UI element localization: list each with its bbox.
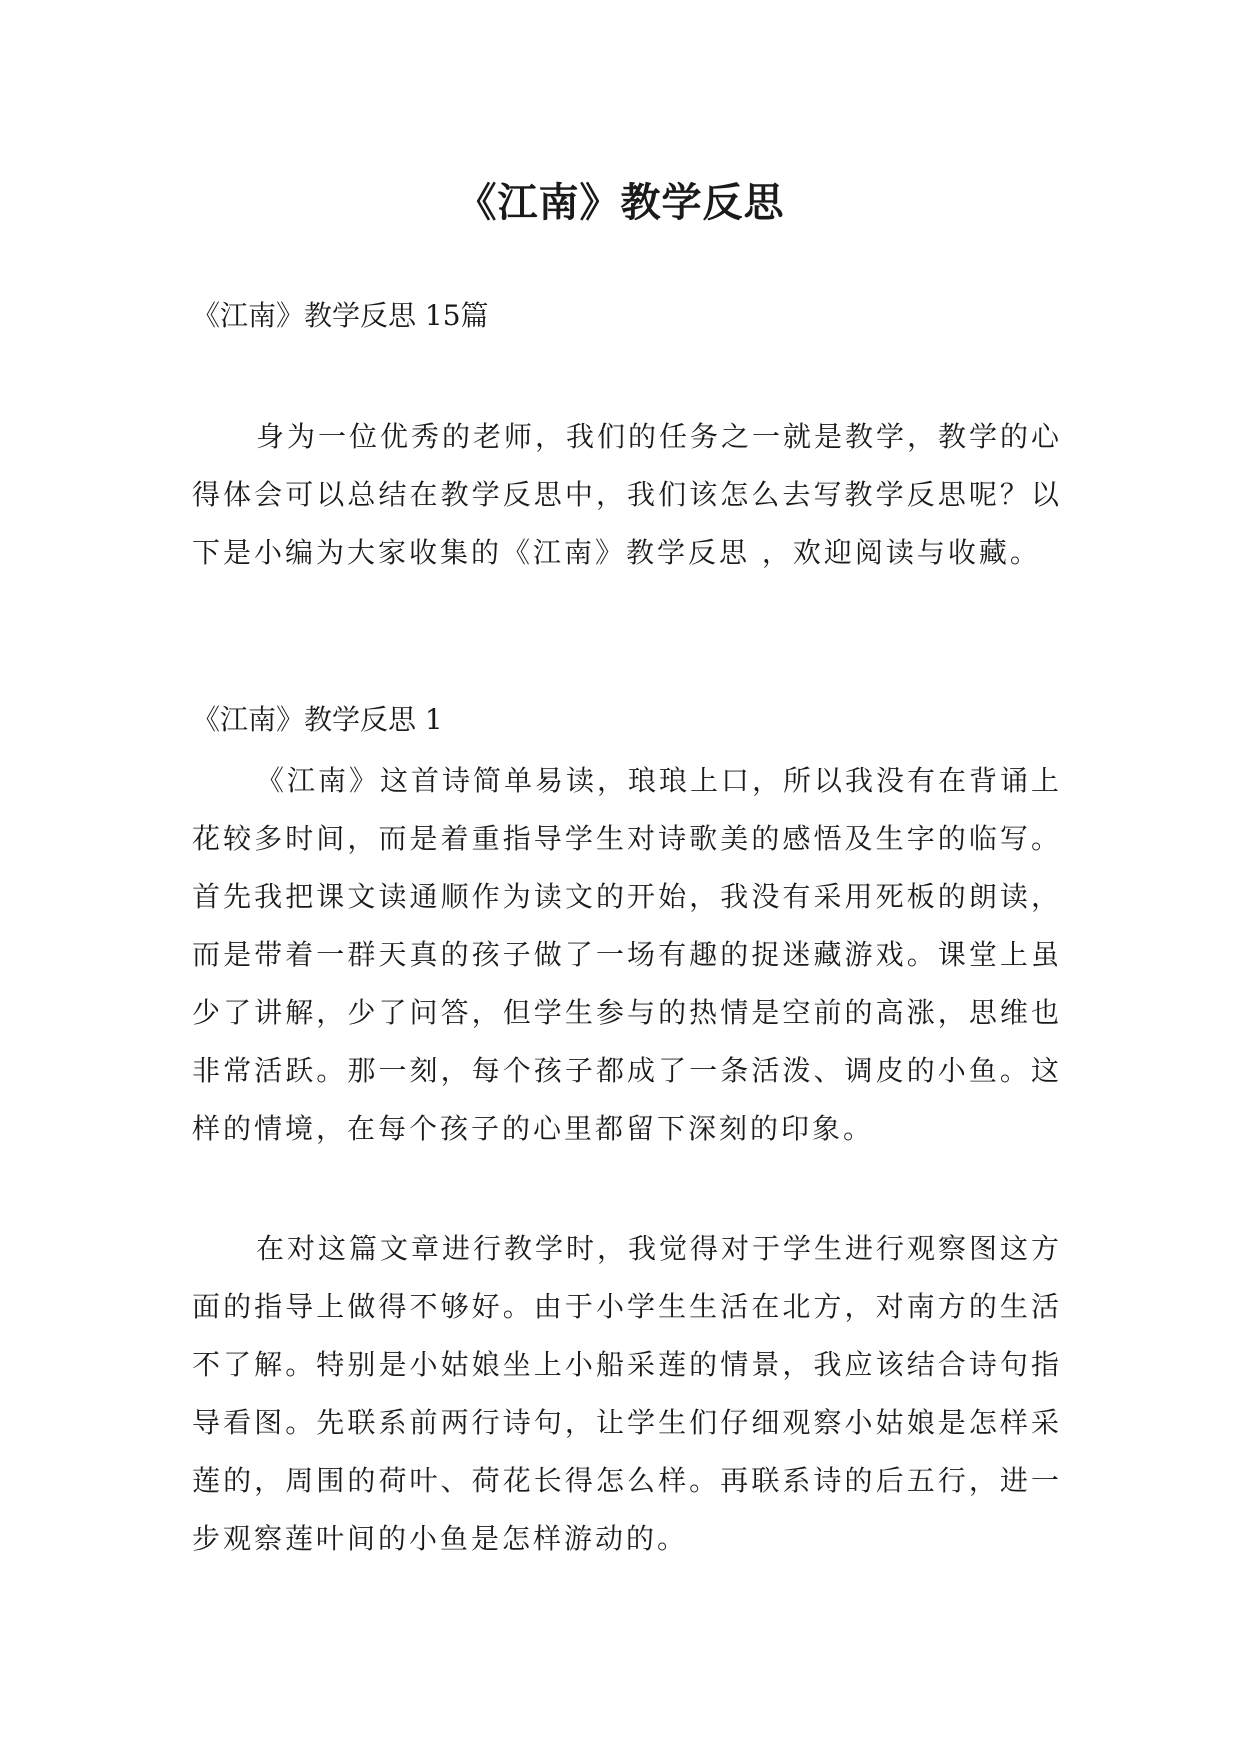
body-paragraph: 《江南》这首诗简单易读，琅琅上口，所以我没有在背诵上花较多时间，而是着重指导学生对诗歌美的感悟及生字的临写。首先我把课文读通顺作为读文的开始，我没有采用死板的朗读，而是带着一群天真的孩子做了一场有趣的捉迷藏游戏。课堂上虽少了讲解，少了问答，但学生参与的热情是空前的高涨，思维也非常活跃。那一刻，每个孩子都成了一条活泼、调皮的小鱼。这样的情境，在每个孩子的心里都留下深刻的印象。	[192, 764, 1063, 1145]
intro-paragraph: 身为一位优秀的老师，我们的任务之一就是教学，教学的心得体会可以总结在教学反思中，我们该怎么去写教学反思呢？以下是小编为大家收集的《江南》教学反思 ，欢迎阅读与收藏。	[192, 420, 1063, 569]
document-subtitle: 《江南》教学反思 15篇	[192, 299, 489, 332]
section-heading: 《江南》教学反思 1	[192, 703, 443, 736]
document-title: 《江南》教学反思	[456, 178, 785, 226]
body-paragraph: 在对这篇文章进行教学时，我觉得对于学生进行观察图这方面的指导上做得不够好。由于小学生生活在北方，对南方的生活不了解。特别是小姑娘坐上小船采莲的情景，我应该结合诗句指导看图。先联系前两行诗句，让学生们仔细观察小姑娘是怎样采莲的，周围的荷叶、荷花长得怎么样。再联系诗的后五行，进一步观察莲叶间的小鱼是怎样游动的。	[192, 1232, 1063, 1555]
